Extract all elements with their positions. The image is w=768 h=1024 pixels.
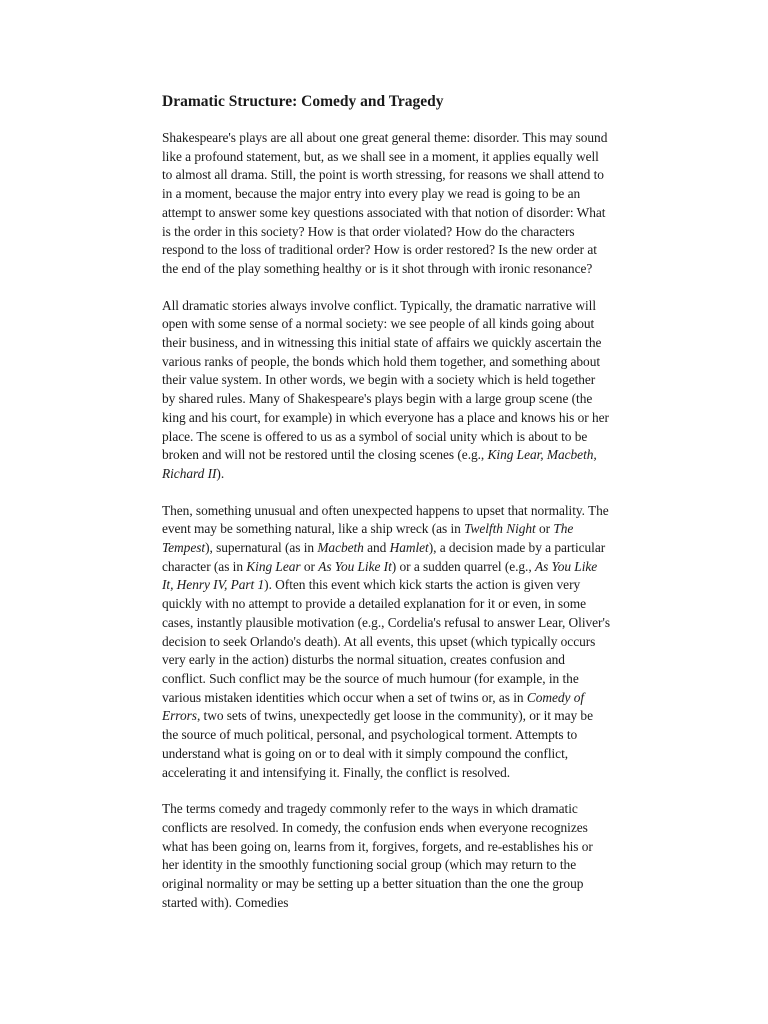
italic-title: Hamlet — [389, 540, 429, 556]
text-run: The terms comedy and tragedy commonly refer to the ways in which dramatic conflicts are resolved. In comedy, the confusion ends when everyone recognizes what has been going on, learns from it, forgives, forgets, and re-establishes his or her identity in the smoothly functioning social group (which may return to the original normality or may be setting up a better situation than the one the group started with). Comedies — [162, 801, 593, 910]
paragraph-1 — [162, 129, 610, 279]
text-run: and — [363, 540, 390, 556]
text-run: ), a decision made by a particular character (as in — [162, 540, 606, 574]
italic-title: As You Like It, Henry IV, Part 1 — [162, 558, 598, 593]
text-run: or — [535, 521, 554, 537]
italic-title: Comedy of Errors — [162, 689, 585, 724]
text-run: Shakespeare's plays are all about one great general theme: disorder. This may sound like a profound statement, but, as we shall see in a moment, it applies equally well to almost all drama. Still, the point is worth stressing, for reasons we shall attend to in a moment, because the major entry into every play we read is going to be an attempt to answer some key questions associated with that notion of disorder: What is the order in this society? How is that order violated? How do the characters respond to the loss of traditional order? How is order restored? Is the new order at the end of the play something healthy or is it shot through with ironic resonance? — [162, 130, 608, 276]
italic-title: The Tempest — [162, 521, 574, 556]
italic-title: King Lear, Macbeth, Richard II — [162, 447, 597, 481]
paragraph-4 — [162, 800, 610, 912]
text-run: ) or a sudden quarrel (e.g., — [391, 558, 535, 574]
text-run: All dramatic stories always involve conflict. Typically, the dramatic narrative will open with some sense of a normal society: we see people of all kinds going about their business, and in witnessing this initial state of affairs we quickly ascertain the various ranks of people, the bonds which hold them together, and something about their value system. In other words, we begin with a society which is held together by shared rules. Many of Shakespeare's plays begin with a large group scene (the king and his court, for example) in which everyone has a place and knows his or her place. The scene is offered to us as a symbol of social unity which is about to be broken and will not be restored until the closing scenes (e.g., — [162, 297, 609, 463]
text-run: , two sets of twins, unexpectedly get loose in the community), or it may be the source of much political, personal, and psychological torment. Attempts to understand what is going on or to deal with it simply compound the conflict, accelerating it and intensifying it. Finally, the conflict is resolved. — [162, 708, 593, 780]
document-page — [162, 92, 610, 930]
text-run: Then, something unusual and often unexpected happens to upset that normality. The event may be something natural, like a ship wreck (as in — [162, 502, 609, 537]
italic-title: Macbeth — [317, 540, 364, 556]
italic-title: King Lear — [246, 558, 301, 574]
paragraph-3 — [162, 502, 610, 783]
text-run: ). — [216, 465, 225, 481]
text-run: ). Often this event which kick starts the action is given very quickly with no attempt to provide a detailed explanation for it or even, in some cases, instantly plausible motivation (e.g., Cordelia's refusal to answer Lear, Oliver's decision to seek Orlando's death). At all events, this upset (which typically occurs very early in the action) disturbs the normal situation, creates confusion and conflict. Such conflict may be the source of much humour (for example, in the various mistaken identities which occur when a set of twins or, as in — [162, 577, 610, 705]
italic-title: As You Like It — [318, 558, 392, 574]
text-run: ), supernatural (as in — [205, 540, 318, 556]
text-run: or — [300, 558, 319, 574]
paragraph-2 — [162, 297, 610, 484]
italic-title: Twelfth Night — [464, 521, 536, 537]
document-body — [162, 129, 610, 912]
document-title: Dramatic Structure: Comedy and Tragedy — [162, 93, 444, 110]
